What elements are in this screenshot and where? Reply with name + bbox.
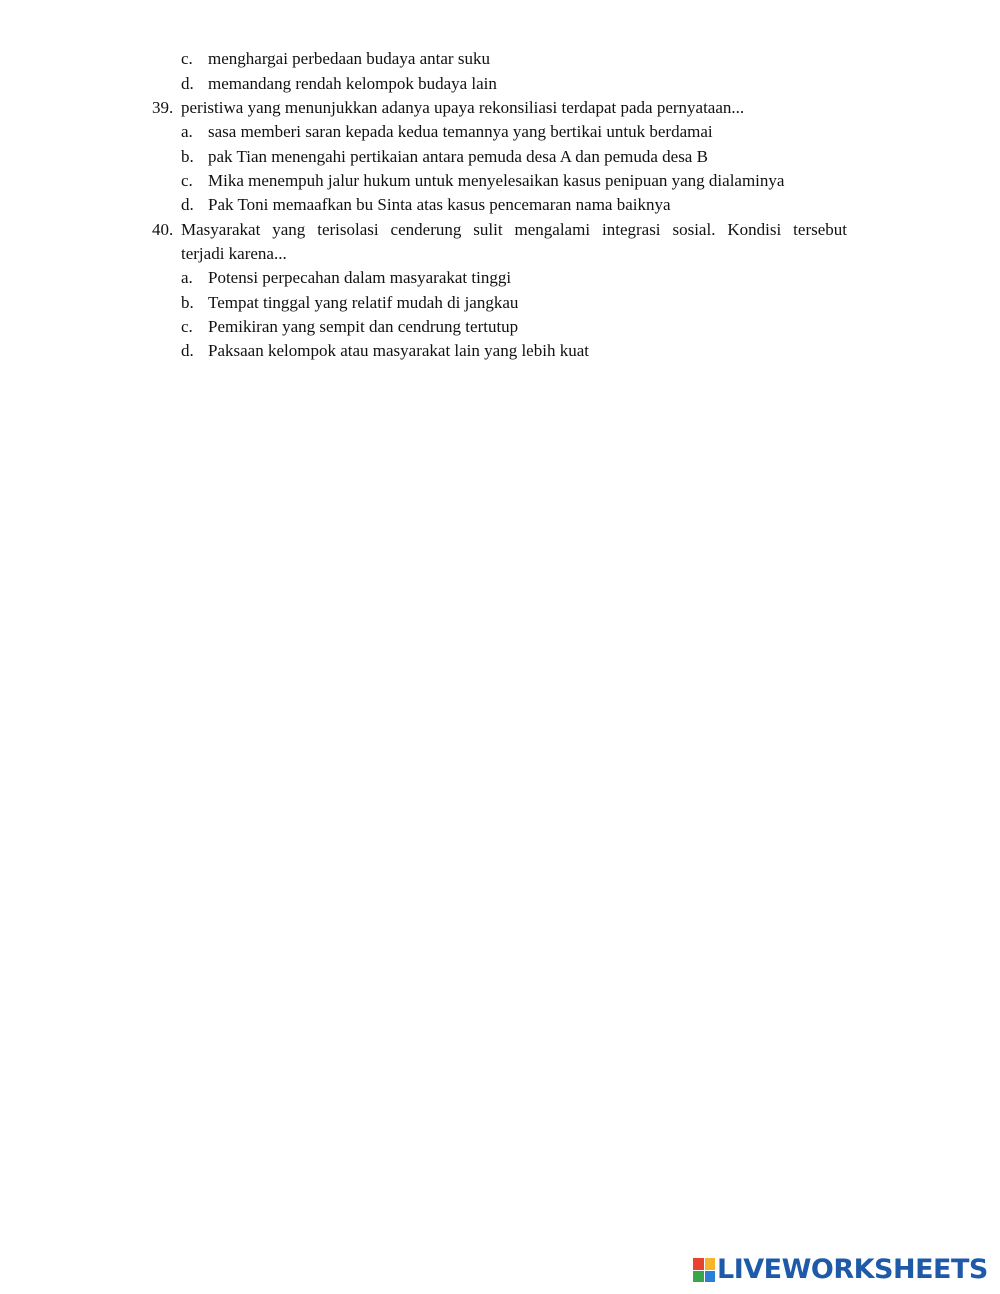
question-text: Masyarakat yang terisolasi cenderung sulit mengalami integrasi sosial. Kondisi tersebut — [181, 220, 847, 239]
option-letter: b. — [181, 293, 194, 312]
option-text: pak Tian menengahi pertikaian antara pemuda desa A dan pemuda desa B — [208, 147, 708, 166]
question-number: 40. — [152, 220, 174, 239]
option-letter: c. — [181, 317, 193, 336]
option-text: Mika menempuh jalur hukum untuk menyelesaikan kasus penipuan yang dialaminya — [208, 171, 785, 190]
option-text: Potensi perpecahan dalam masyarakat tinggi — [208, 268, 512, 287]
logo-text: LIVEWORKSHEETS — [717, 1254, 988, 1285]
option-letter: d. — [181, 341, 194, 360]
option-text: Tempat tinggal yang relatif mudah di jangkau — [208, 293, 519, 312]
liveworksheets-logo — [693, 1256, 988, 1284]
option-letter: a. — [181, 268, 193, 287]
option-letter: c. — [181, 171, 193, 190]
question-text: peristiwa yang menunjukkan adanya upaya rekonsiliasi terdapat pada pernyataan... — [181, 98, 745, 117]
liveworksheets-mark-icon — [693, 1258, 715, 1282]
option-text: Paksaan kelompok atau masyarakat lain yang lebih kuat — [208, 341, 589, 360]
option-letter: d. — [181, 195, 194, 214]
option-text: Pak Toni memaafkan bu Sinta atas kasus pencemaran nama baiknya — [208, 195, 671, 214]
option-text: memandang rendah kelompok budaya lain — [208, 74, 497, 93]
option-letter: b. — [181, 147, 194, 166]
option-text: menghargai perbedaan budaya antar suku — [208, 49, 490, 68]
option-text: sasa memberi saran kepada kedua temannya yang bertikai untuk berdamai — [208, 122, 713, 141]
option-letter: a. — [181, 122, 193, 141]
option-text: Pemikiran yang sempit dan cendrung tertutup — [208, 317, 519, 336]
option-letter: c. — [181, 49, 193, 68]
option-letter: d. — [181, 74, 194, 93]
question-number: 39. — [152, 98, 174, 117]
question-text: terjadi karena... — [181, 244, 287, 263]
